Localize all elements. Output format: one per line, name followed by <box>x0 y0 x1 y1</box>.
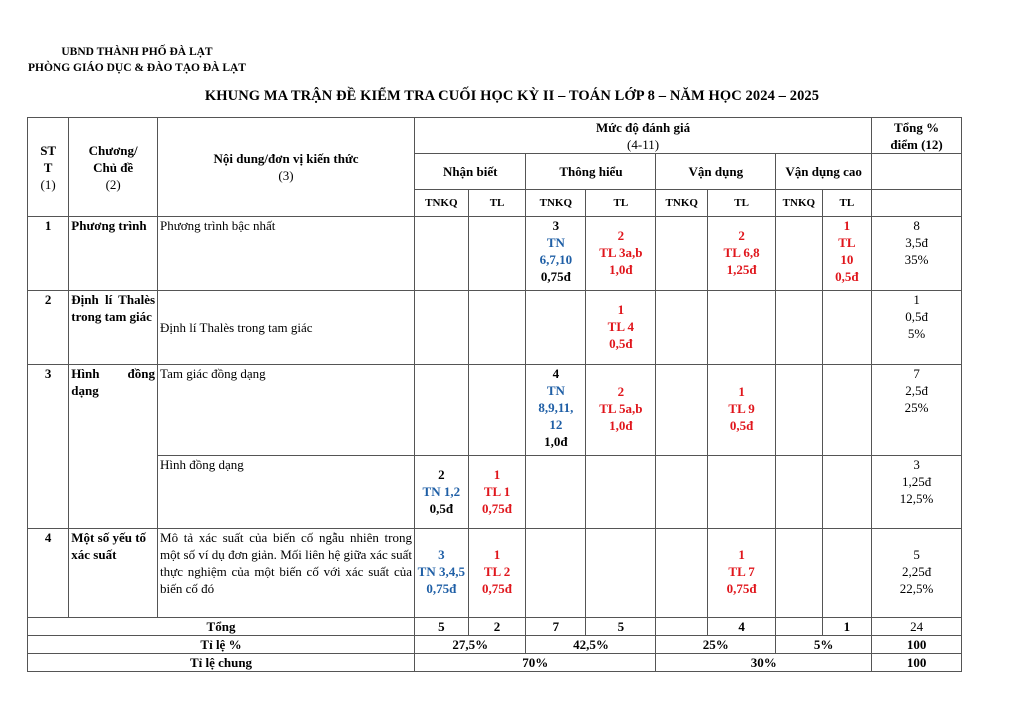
row3b-total-score: 1,25đ <box>901 474 932 489</box>
row2-total-percent: 5% <box>907 326 926 341</box>
row4-total-score: 2,25đ <box>901 564 932 579</box>
row3-nb-tnkq <box>415 365 469 456</box>
overall-applied: 30% <box>656 654 872 672</box>
ratio-row <box>28 636 962 654</box>
row4-vd-tnkq <box>656 529 708 618</box>
header-stt-l2: T <box>43 159 53 175</box>
ratio-vd: 25% <box>656 636 776 654</box>
total-th-tl: 5 <box>586 618 656 636</box>
header-total-l1: Tổng % <box>893 119 940 135</box>
row4-nb-tl-count: 1 <box>493 547 501 562</box>
row3b-nb-tnkq-count: 2 <box>438 467 445 482</box>
header-total-l2: điểm (12) <box>890 136 943 152</box>
row3-th-tnkq-items: 8,9,11, <box>538 400 574 415</box>
row1-vd-tl <box>708 217 776 291</box>
row4-nb-tnkq-score: 0,75đ <box>426 581 457 596</box>
row3b-vdc-tl <box>822 456 872 529</box>
header-chapter-l2: Chủ đề <box>93 159 134 175</box>
sub-vd-tnkq: TNKQ <box>656 190 708 217</box>
total-vdc-tnkq <box>776 618 822 636</box>
row1-th-tl-items: TL 3a,b <box>599 245 643 260</box>
row2-nb-tl <box>468 291 526 365</box>
row3b-vd-tl <box>708 456 776 529</box>
sub-nb-tnkq: TNKQ <box>415 190 469 217</box>
row1-th-tnkq-count: 3 <box>552 218 560 233</box>
row1-total-score: 3,5đ <box>905 235 928 250</box>
total-vd-tnkq <box>656 618 708 636</box>
row1-chapter: Phương trình <box>69 217 158 291</box>
table-row <box>28 217 962 291</box>
row1-th-tl-count: 2 <box>617 228 625 243</box>
table-row <box>28 456 962 529</box>
row3-th-tl-count: 2 <box>617 384 625 399</box>
row1-th-tl-score: 1,0đ <box>609 262 633 277</box>
row3-th-tnkq-count: 4 <box>552 366 560 381</box>
row3-vd-tl <box>708 365 776 456</box>
row1-vdc-tl <box>822 217 872 291</box>
header-content-l1: Nội dung/đơn vị kiến thức <box>213 151 359 166</box>
row3b-total-count: 3 <box>913 457 920 472</box>
row3-th-tl-score: 1,0đ <box>609 418 633 433</box>
sub-nb-tl: TL <box>468 190 526 217</box>
row2-vdc-tl <box>822 291 872 365</box>
row3b-nb-tnkq <box>415 456 469 529</box>
header-total <box>872 118 962 154</box>
row4-nb-tnkq-count: 3 <box>438 547 445 562</box>
row2-nb-tnkq <box>415 291 469 365</box>
row4-nb-tl-items: TL 2 <box>483 564 511 579</box>
sub-vd-tl: TL <box>708 190 776 217</box>
header-van-dung-cao: Vận dụng cao <box>776 154 872 190</box>
row4-content: Mô tả xác suất của biến cố ngẫu nhiên trong một số ví dụ đơn giản. Mối liên hệ giữa xác suất thực nghiệm của một biến cố với xác suất của biến cố đó <box>158 529 415 618</box>
row3b-th-tl <box>586 456 656 529</box>
row1-stt: 1 <box>28 217 69 291</box>
row3b-vd-tnkq <box>656 456 708 529</box>
row3-total <box>872 365 962 456</box>
row3-th-tl <box>586 365 656 456</box>
sub-th-tnkq: TNKQ <box>526 190 586 217</box>
row4-vdc-tnkq <box>776 529 822 618</box>
row3b-content: Hình đồng dạng <box>158 456 415 529</box>
total-th-tnkq: 7 <box>526 618 586 636</box>
row3-vdc-tnkq <box>776 365 822 456</box>
overall-total: 100 <box>872 654 962 672</box>
ratio-th: 42,5% <box>526 636 656 654</box>
row4-vd-tl-count: 1 <box>738 547 745 562</box>
total-nb-tl: 2 <box>468 618 526 636</box>
header-thong-hieu: Thông hiểu <box>526 154 656 190</box>
issuer-header <box>28 44 246 76</box>
row3-vd-tl-items: TL 9 <box>728 401 755 416</box>
row3-chapter: Hình đồng dạng <box>69 365 158 529</box>
row3b-nb-tl <box>468 456 526 529</box>
header-level-l1: Mức độ đánh giá <box>596 119 691 135</box>
row2-total-score: 0,5đ <box>905 309 928 324</box>
sub-vdc-tl: TL <box>822 190 872 217</box>
row4-nb-tnkq-items: TN 3,4,5 <box>417 564 465 579</box>
total-nb-tnkq: 5 <box>415 618 469 636</box>
row3-stt: 3 <box>28 365 69 529</box>
row1-th-tl <box>586 217 656 291</box>
row3b-th-tnkq <box>526 456 586 529</box>
total-vdc-tl: 1 <box>822 618 872 636</box>
row4-total-count: 5 <box>913 547 920 562</box>
header-content <box>158 118 415 217</box>
total-row <box>28 618 962 636</box>
row3-content: Tam giác đồng dạng <box>158 365 415 456</box>
ratio-total: 100 <box>872 636 962 654</box>
row3-th-tnkq-items2: 12 <box>549 417 563 432</box>
row3-th-tnkq <box>526 365 586 456</box>
row1-vdc-tl-label: TL <box>838 235 856 250</box>
row1-nb-tl <box>468 217 526 291</box>
overall-basic: 70% <box>415 654 656 672</box>
header-level <box>415 118 872 154</box>
assessment-matrix-table <box>27 117 962 672</box>
total-all: 24 <box>872 618 962 636</box>
header-chapter-l1: Chương/ <box>88 142 138 158</box>
row1-th-tnkq-label: TN <box>546 235 565 250</box>
row3-vd-tnkq <box>656 365 708 456</box>
row2-vdc-tnkq <box>776 291 822 365</box>
row3-vdc-tl <box>822 365 872 456</box>
row4-vd-tl-items: TL 7 <box>728 564 755 579</box>
row3-th-tnkq-score: 1,0đ <box>544 434 568 449</box>
row3-vd-tl-count: 1 <box>738 384 745 399</box>
row2-vd-tnkq <box>656 291 708 365</box>
row4-vd-tl-score: 0,75đ <box>726 581 757 596</box>
row2-total-count: 1 <box>913 292 920 307</box>
row1-th-tnkq-score: 0,75đ <box>540 269 571 284</box>
row1-total-count: 8 <box>913 218 920 233</box>
issuer-line-1: UBND THÀNH PHỐ ĐÀ LẠT <box>61 46 213 58</box>
row3b-nb-tl-count: 1 <box>493 467 501 482</box>
row4-th-tl <box>586 529 656 618</box>
row1-vd-tl-score: 1,25đ <box>726 262 757 277</box>
row2-vd-tl <box>708 291 776 365</box>
row2-th-tl <box>586 291 656 365</box>
sub-th-tl: TL <box>586 190 656 217</box>
row3-th-tnkq-label: TN <box>546 383 565 398</box>
row1-vdc-tl-count: 1 <box>843 218 851 233</box>
row4-vdc-tl <box>822 529 872 618</box>
row1-vd-tl-items: TL 6,8 <box>723 245 760 260</box>
row1-total <box>872 217 962 291</box>
row2-total <box>872 291 962 365</box>
row2-th-tl-count: 1 <box>617 302 625 317</box>
sub-vdc-tnkq: TNKQ <box>776 190 822 217</box>
row4-nb-tnkq <box>415 529 469 618</box>
header-stt-l1: ST <box>40 142 57 158</box>
row4-nb-tl-score: 0,75đ <box>482 581 513 596</box>
row2-th-tl-items: TL 4 <box>607 319 635 334</box>
header-total-blank <box>872 154 962 190</box>
row3-total-percent: 25% <box>904 400 929 415</box>
header-nhan-biet: Nhận biết <box>415 154 526 190</box>
row3b-total-percent: 12,5% <box>899 491 934 506</box>
row1-nb-tnkq <box>415 217 469 291</box>
sub-total-blank <box>872 190 962 217</box>
total-label: Tổng <box>28 618 415 636</box>
total-vd-tl: 4 <box>708 618 776 636</box>
row4-th-tnkq <box>526 529 586 618</box>
header-content-l2: (3) <box>278 168 294 183</box>
header-chapter <box>69 118 158 217</box>
table-row <box>28 291 962 365</box>
page-title: KHUNG MA TRẬN ĐỀ KIỂM TRA CUỐI HỌC KỲ II – TOÁN LỚP 8 – NĂM HỌC 2024 – 2025 <box>204 88 820 104</box>
ratio-label: Tỉ lệ % <box>28 636 415 654</box>
header-stt-l3: (1) <box>40 176 56 192</box>
row1-content: Phương trình bậc nhất <box>158 217 415 291</box>
ratio-nb: 27,5% <box>415 636 526 654</box>
row1-vdc-tl-items: 10 <box>840 252 854 267</box>
row2-th-tnkq <box>526 291 586 365</box>
row3-nb-tl <box>468 365 526 456</box>
row4-chapter: Một số yếu tố xác suất <box>69 529 158 618</box>
row3b-nb-tl-items: TL 1 <box>483 484 511 499</box>
row3b-total <box>872 456 962 529</box>
row3-total-count: 7 <box>913 366 920 381</box>
table-row <box>28 529 962 618</box>
row3b-nb-tnkq-items: TN 1,2 <box>422 484 461 499</box>
row4-vd-tl <box>708 529 776 618</box>
ratio-vdc: 5% <box>776 636 872 654</box>
row4-nb-tl <box>468 529 526 618</box>
header-van-dung: Vận dụng <box>656 154 776 190</box>
overall-ratio-row <box>28 654 962 672</box>
overall-label: Tỉ lệ chung <box>28 654 415 672</box>
row4-total <box>872 529 962 618</box>
row3-th-tl-items: TL 5a,b <box>599 401 643 416</box>
row1-th-tnkq-items: 6,7,10 <box>539 252 573 267</box>
row1-vd-tnkq <box>656 217 708 291</box>
row3-total-score: 2,5đ <box>905 383 928 398</box>
row1-total-percent: 35% <box>904 252 929 267</box>
row1-vdc-tl-score: 0,5đ <box>835 269 859 284</box>
row2-th-tl-score: 0,5đ <box>609 336 633 351</box>
row1-vdc-tnkq <box>776 217 822 291</box>
row2-content: Định lí Thalès trong tam giác <box>158 291 415 365</box>
issuer-line-2: PHÒNG GIÁO DỤC & ĐÀO TẠO ĐÀ LẠT <box>28 62 246 74</box>
row1-vd-tl-count: 2 <box>738 228 745 243</box>
table-row <box>28 365 962 456</box>
row4-total-percent: 22,5% <box>899 581 934 596</box>
row3b-vdc-tnkq <box>776 456 822 529</box>
header-level-l2: (4-11) <box>627 136 660 152</box>
row3-vd-tl-score: 0,5đ <box>729 418 754 433</box>
row3b-nb-tl-score: 0,75đ <box>482 501 513 516</box>
row2-stt: 2 <box>28 291 69 365</box>
header-chapter-l3: (2) <box>105 176 121 192</box>
header-stt <box>28 118 69 217</box>
row4-stt: 4 <box>28 529 69 618</box>
row2-chapter: Định lí Thalès trong tam giác <box>69 291 158 365</box>
row3b-nb-tnkq-score: 0,5đ <box>429 501 454 516</box>
row1-th-tnkq <box>526 217 586 291</box>
